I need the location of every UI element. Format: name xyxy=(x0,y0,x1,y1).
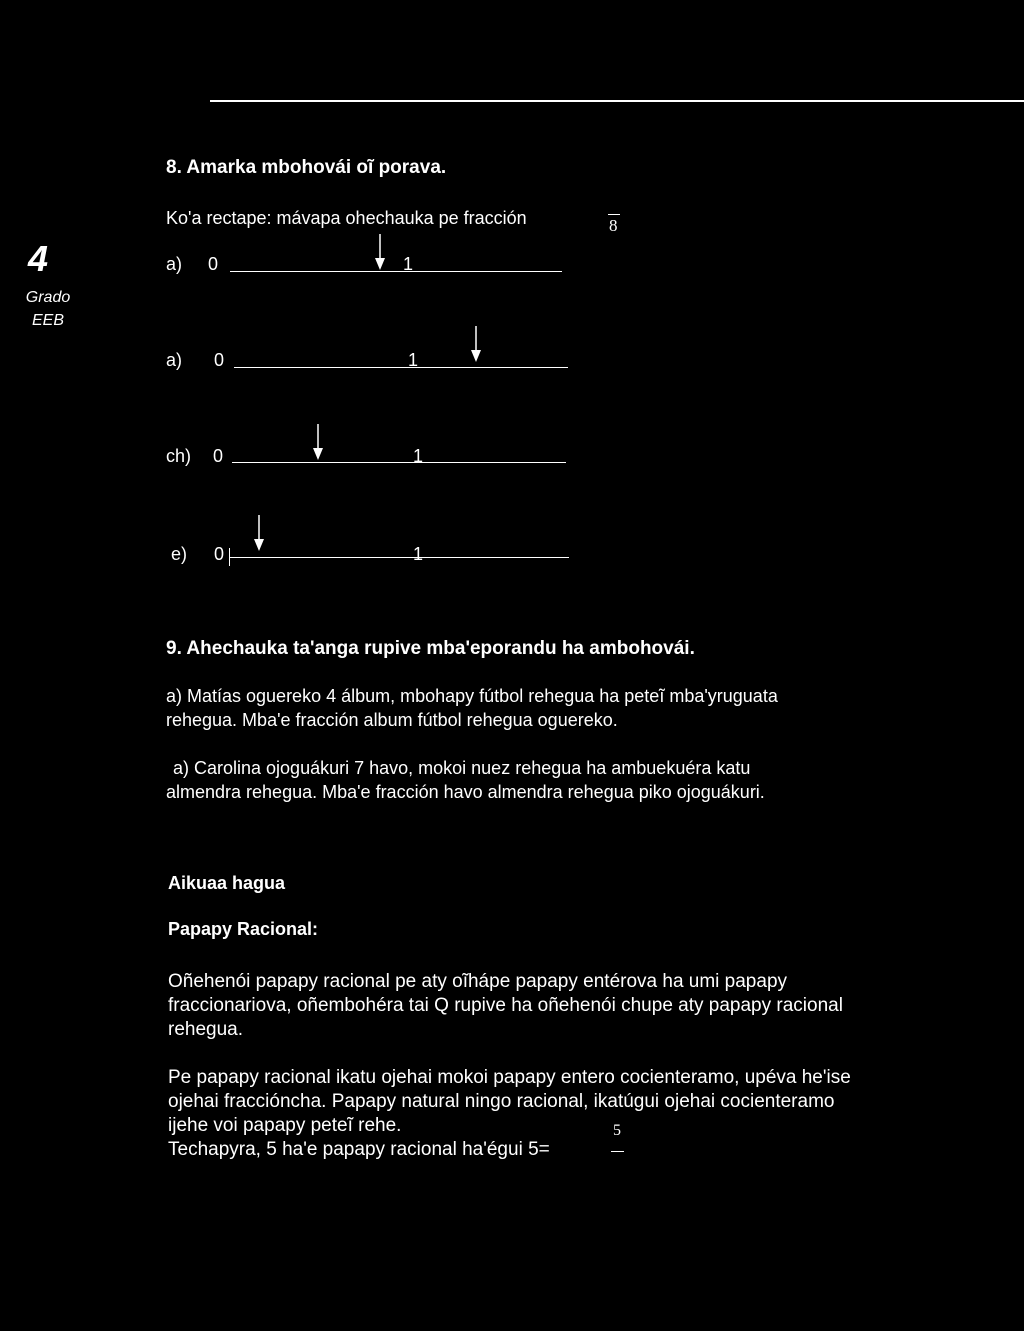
question-9-item2-line2: almendra rehegua. Mba'e fracción havo almendra rehegua piko ojoguákuri. xyxy=(166,782,765,802)
arrow-down-icon xyxy=(253,515,265,551)
number-line xyxy=(234,367,568,368)
number-line-label: a) xyxy=(166,350,183,370)
number-line-label: ch) xyxy=(166,446,192,466)
grade-number: 4 xyxy=(28,238,49,279)
grade-label: Grado xyxy=(25,289,71,306)
arrow-down-icon xyxy=(312,424,324,460)
example-fraction-numerator: 5 xyxy=(613,1122,621,1139)
grade-sub-label: EEB xyxy=(31,312,64,329)
number-line xyxy=(230,271,562,272)
fraction-bar xyxy=(608,214,620,215)
question-9-item2-line1: a) Carolina ojoguákuri 7 havo, mokoi nuez rehegua ha ambuekuéra katu xyxy=(173,758,751,778)
number-line xyxy=(229,557,569,558)
info-heading: Aikuaa hagua xyxy=(168,873,286,893)
question-9-item1-line1: a) Matías oguereko 4 álbum, mbohapy fútbol rehegua ha peteĩ mba'yruguata xyxy=(166,686,778,706)
question-8-title: 8. Amarka mbohovái oĩ porava. xyxy=(166,157,447,178)
arrow-down-icon xyxy=(470,326,482,362)
question-8-instruction: Ko'a rectape: mávapa ohechauka pe fracción xyxy=(166,208,527,228)
number-line-zero: 0 xyxy=(214,350,225,370)
question-9-item1-line2: rehegua. Mba'e fracción album fútbol rehegua oguereko. xyxy=(166,710,618,730)
info-paragraph-2-line-1: Pe papapy racional ikatu ojehai mokoi papapy entero cocienteramo, upéva he'ise xyxy=(168,1067,851,1088)
arrow-down-icon xyxy=(374,234,386,270)
fraction-denominator: 8 xyxy=(609,216,618,235)
number-line-zero: 0 xyxy=(208,254,219,274)
number-line-label: e) xyxy=(171,544,188,564)
example-fraction-bar xyxy=(611,1151,624,1152)
question-9-title: 9. Ahechauka ta'anga rupive mba'eporandu ha ambohovái. xyxy=(166,638,695,659)
number-line-label: a) xyxy=(166,254,183,274)
info-paragraph-2-line-2: ojehai fraccióncha. Papapy natural ningo racional, ikatúgui ojehai cocienteramo xyxy=(168,1091,835,1112)
info-subheading: Papapy Racional: xyxy=(168,919,319,939)
number-line xyxy=(232,462,566,463)
info-paragraph-2-line-4: Techapyra, 5 ha'e papapy racional ha'égui 5= xyxy=(168,1139,550,1160)
number-line-zero: 0 xyxy=(214,544,225,564)
info-paragraph-1-line-2: fraccionariova, oñembohéra tai Q rupive ha oñehenói chupe aty papapy racional xyxy=(168,995,843,1016)
header-rule xyxy=(210,100,1024,102)
number-line-one: 1 xyxy=(403,254,414,274)
number-line-zero: 0 xyxy=(213,446,224,466)
number-line-one: 1 xyxy=(408,350,419,370)
info-paragraph-1-line-3: rehegua. xyxy=(168,1019,244,1040)
info-paragraph-2-line-3: ijehe voi papapy peteĩ rehe. xyxy=(168,1115,402,1136)
info-paragraph-1-line-1: Oñehenói papapy racional pe aty oĩhápe papapy entérova ha umi papapy xyxy=(168,971,788,992)
number-line-one: 1 xyxy=(413,446,424,466)
number-line-one: 1 xyxy=(413,544,424,564)
